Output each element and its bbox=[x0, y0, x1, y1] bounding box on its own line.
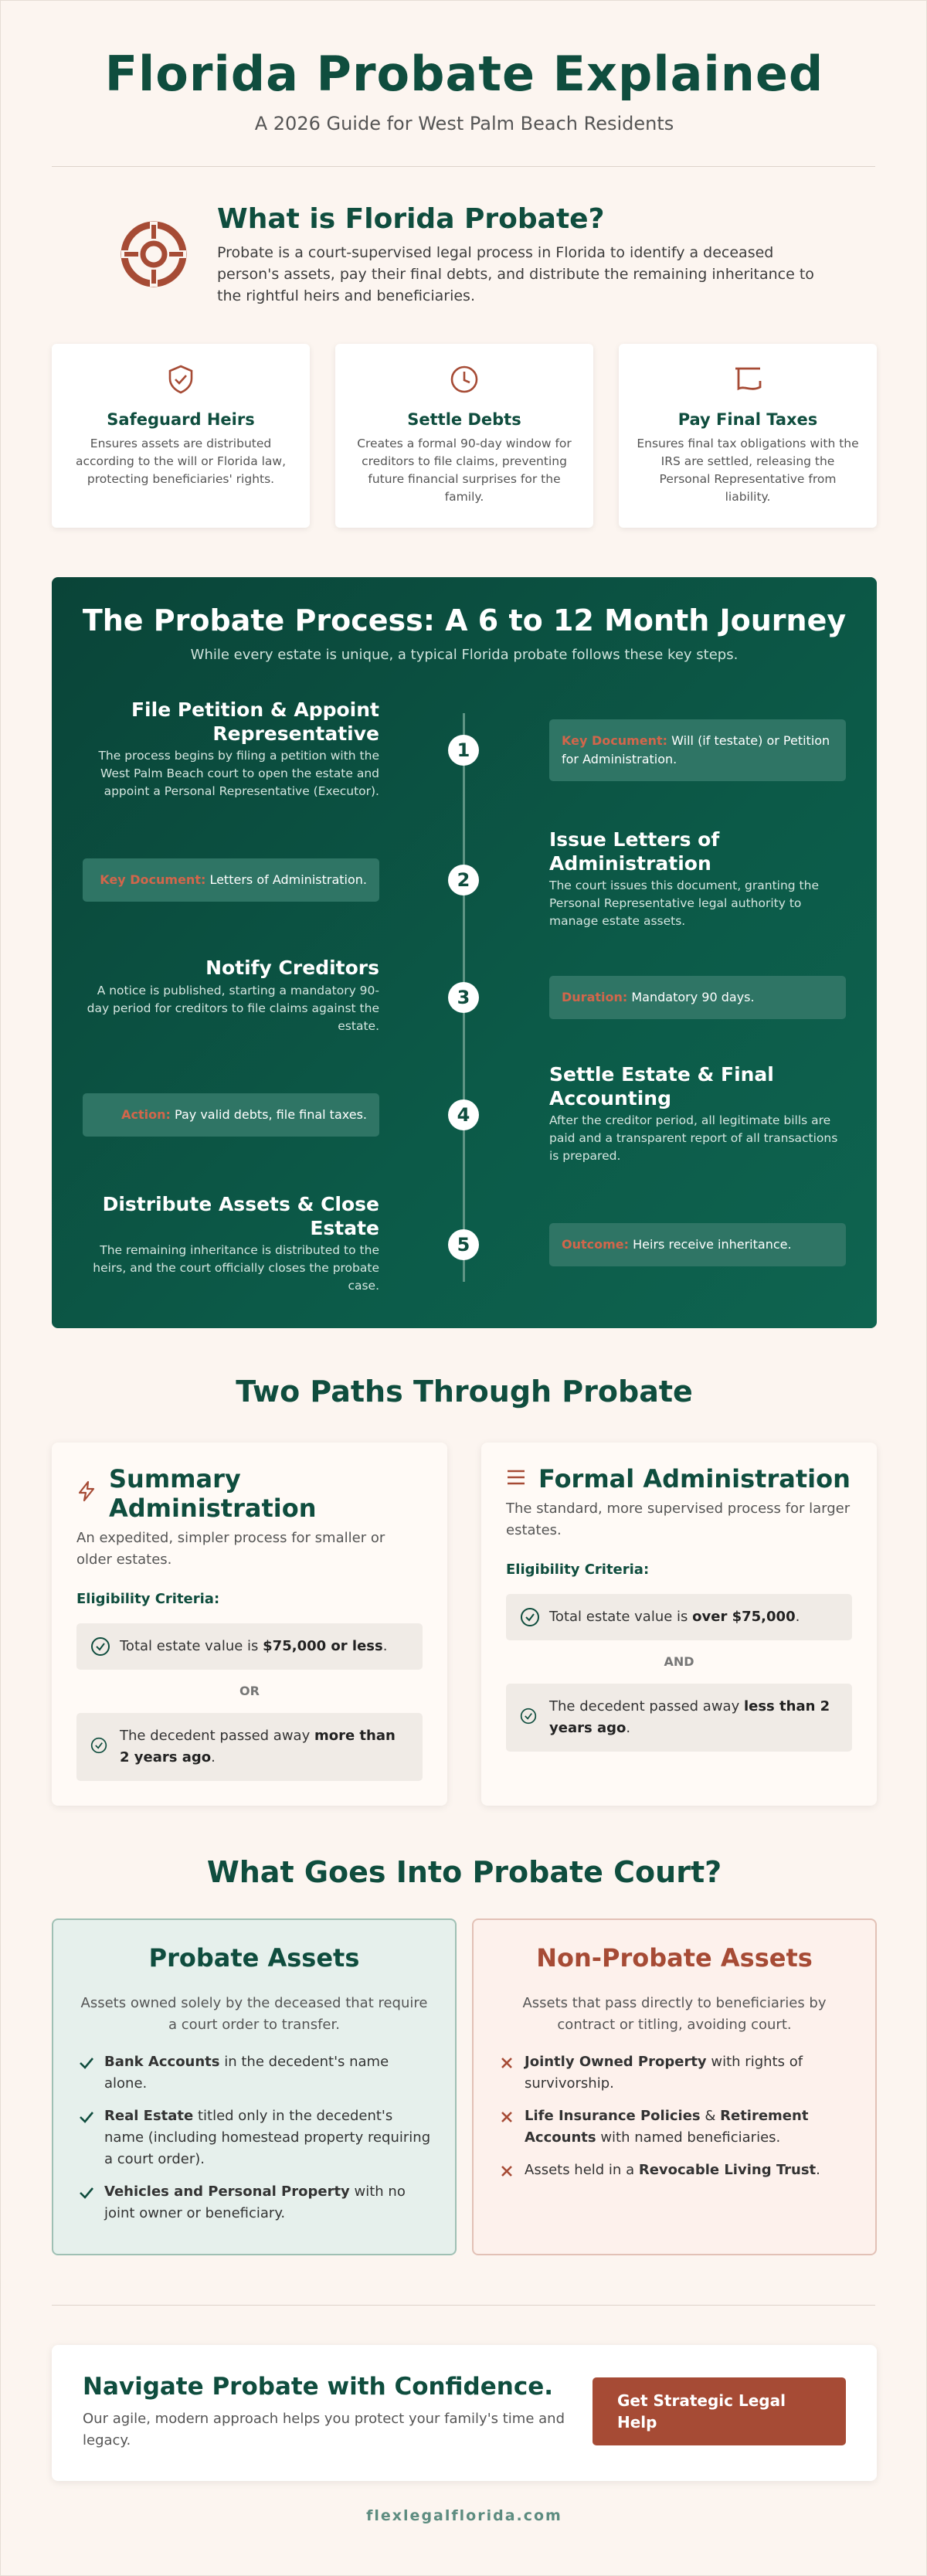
cta-text: Our agile, modern approach helps you protect your family's time and legacy. bbox=[83, 2411, 565, 2449]
header bbox=[1, 46, 927, 134]
divider bbox=[52, 2305, 875, 2306]
info-text: Pay valid debts, file final taxes. bbox=[175, 1107, 367, 1122]
page-subtitle: A 2026 Guide for West Palm Beach Residents bbox=[254, 113, 674, 134]
non-probate-assets-card bbox=[472, 1918, 877, 2255]
list-item: Jointly Owned Property with rights of survivorship. bbox=[498, 2051, 854, 2095]
receipt-icon bbox=[732, 364, 763, 395]
check-circle-icon bbox=[90, 1636, 110, 1657]
feature-title: Pay Final Taxes bbox=[677, 410, 818, 429]
info-text: Mandatory 90 days. bbox=[631, 990, 755, 1004]
feature-card-safeguard bbox=[52, 344, 310, 528]
clock-icon bbox=[449, 364, 480, 395]
step-title: Distribute Assets & Close Estate bbox=[102, 1193, 379, 1239]
step-info-box bbox=[549, 719, 846, 781]
what-title: What is Florida Probate? bbox=[217, 203, 605, 235]
get-legal-help-button[interactable]: Get Strategic Legal Help bbox=[593, 2377, 846, 2445]
target-icon bbox=[118, 219, 189, 290]
feature-text: Creates a formal 90-day window for creditors to file claims, preventing future financial surprises for the family. bbox=[357, 437, 572, 504]
check-circle-icon bbox=[90, 1737, 107, 1754]
criterion-box bbox=[76, 1623, 423, 1670]
lightning-icon bbox=[75, 1480, 98, 1503]
step-number: 2 bbox=[448, 865, 479, 895]
list-icon bbox=[504, 1466, 528, 1489]
probate-assets-desc: Assets owned solely by the deceased that require a court order to transfer. bbox=[80, 1995, 428, 2033]
feature-text: Ensures assets are distributed according to the will or Florida law, protecting beneficiaries' rights. bbox=[75, 437, 287, 486]
criteria-connector: OR bbox=[239, 1684, 260, 1698]
criterion-box bbox=[506, 1594, 852, 1640]
info-label: Action: bbox=[121, 1107, 171, 1122]
list-item: Bank Accounts in the decedent's name alone. bbox=[78, 2051, 433, 2095]
step-title: Settle Estate & Final Accounting bbox=[549, 1063, 774, 1110]
feature-title: Settle Debts bbox=[407, 410, 521, 429]
divider bbox=[52, 166, 875, 167]
criterion-box bbox=[76, 1713, 423, 1781]
step-info-box bbox=[549, 976, 846, 1019]
x-icon bbox=[498, 2163, 515, 2180]
info-text: Letters of Administration. bbox=[209, 872, 367, 887]
info-text: Heirs receive inheritance. bbox=[633, 1237, 792, 1252]
feature-text: Ensures final tax obligations with the IRS are settled, releasing the Personal Representative from liability. bbox=[637, 437, 859, 504]
eligibility-label: Eligibility Criteria: bbox=[76, 1591, 220, 1607]
x-icon bbox=[498, 2054, 515, 2071]
cta-section bbox=[52, 2345, 877, 2481]
list-item: Vehicles and Personal Property with no joint owner or beneficiary. bbox=[78, 2181, 433, 2224]
probate-assets-list bbox=[78, 2051, 433, 2235]
check-circle-icon bbox=[520, 1708, 537, 1725]
criterion-text: Total estate value is over $75,000. bbox=[549, 1609, 800, 1625]
formal-admin-desc: The standard, more supervised process for larger estates. bbox=[506, 1500, 851, 1538]
check-circle-icon bbox=[520, 1607, 540, 1627]
process-subtitle: While every estate is unique, a typical Florida probate follows these key steps. bbox=[190, 647, 739, 663]
criterion-text: Total estate value is $75,000 or less. bbox=[120, 1638, 388, 1654]
feature-card-debts bbox=[335, 344, 593, 528]
step-number: 4 bbox=[448, 1099, 479, 1130]
info-label: Outcome: bbox=[562, 1237, 630, 1252]
shield-check-icon bbox=[165, 364, 196, 395]
step-info-box bbox=[549, 1223, 846, 1266]
non-probate-assets-list bbox=[498, 2051, 854, 2192]
check-icon bbox=[78, 2184, 95, 2201]
x-icon bbox=[498, 2109, 515, 2126]
paths-title: Two Paths Through Probate bbox=[236, 1375, 693, 1409]
page-title: Florida Probate Explained bbox=[104, 46, 824, 102]
cta-title: Navigate Probate with Confidence. bbox=[83, 2373, 553, 2401]
what-text: Probate is a court-supervised legal process in Florida to identify a deceased person's assets, pay their final debts, and distribute the remaining inheritance to the rightful heirs and beneficiaries. bbox=[217, 244, 814, 304]
criterion-text: The decedent passed away less than 2 years ago. bbox=[549, 1698, 830, 1736]
formal-admin-card bbox=[481, 1443, 877, 1806]
summary-admin-desc: An expedited, simpler process for smaller or older estates. bbox=[76, 1530, 385, 1568]
step-title: Notify Creditors bbox=[205, 957, 379, 979]
step-info-box bbox=[83, 858, 379, 902]
criterion-box bbox=[506, 1684, 852, 1752]
step-number: 1 bbox=[448, 735, 479, 766]
formal-admin-title: Formal Administration bbox=[538, 1464, 851, 1494]
step-desc: A notice is published, starting a mandatory 90-day period for creditors to file claims against the estate. bbox=[87, 984, 379, 1033]
check-icon bbox=[78, 2109, 95, 2126]
non-probate-assets-title: Non-Probate Assets bbox=[536, 1943, 813, 1973]
process-title: The Probate Process: A 6 to 12 Month Journey bbox=[82, 603, 847, 637]
list-item: Assets held in a Revocable Living Trust. bbox=[498, 2160, 854, 2181]
info-label: Key Document: bbox=[100, 872, 206, 887]
step-number: 3 bbox=[448, 982, 479, 1013]
process-section bbox=[52, 577, 877, 1328]
step-desc: After the creditor period, all legitimate bills are paid and a transparent report of all transactions is prepared. bbox=[549, 1113, 838, 1163]
footer-link[interactable]: flexlegalflorida.com bbox=[366, 2507, 562, 2524]
probate-assets-title: Probate Assets bbox=[148, 1943, 360, 1973]
step-title: File Petition & Appoint Representative bbox=[131, 698, 379, 745]
info-label: Key Document: bbox=[562, 733, 668, 748]
step-title: Issue Letters of Administration bbox=[549, 828, 720, 875]
summary-admin-card bbox=[52, 1443, 447, 1806]
info-label: Duration: bbox=[562, 990, 628, 1004]
feature-card-taxes bbox=[619, 344, 877, 528]
criterion-text: The decedent passed away more than 2 years ago. bbox=[120, 1728, 396, 1765]
check-icon bbox=[78, 2054, 95, 2071]
eligibility-label: Eligibility Criteria: bbox=[506, 1562, 650, 1578]
info-text: Will (if testate) or Petition for Administration. bbox=[562, 733, 830, 766]
step-number: 5 bbox=[448, 1229, 479, 1260]
non-probate-assets-desc: Assets that pass directly to beneficiaries by contract or titling, avoiding court. bbox=[522, 1995, 827, 2033]
summary-admin-title: Summary Administration bbox=[109, 1464, 317, 1523]
criteria-connector: AND bbox=[664, 1654, 694, 1669]
probate-assets-card bbox=[52, 1918, 457, 2255]
step-desc: The remaining inheritance is distributed to the heirs, and the court officially closes the probate case. bbox=[93, 1243, 379, 1293]
list-item: Life Insurance Policies & Retirement Accounts with named beneficiaries. bbox=[498, 2105, 854, 2149]
list-item: Real Estate titled only in the decedent's name (including homestead property requiring a court order). bbox=[78, 2105, 433, 2170]
assets-title: What Goes Into Probate Court? bbox=[206, 1855, 722, 1889]
step-desc: The process begins by filing a petition with the West Palm Beach court to open the estate and appoint a Personal Representative (Executor). bbox=[98, 749, 379, 798]
step-info-box bbox=[83, 1093, 379, 1137]
feature-title: Safeguard Heirs bbox=[107, 410, 255, 429]
step-desc: The court issues this document, granting the Personal Representative legal authority to manage estate assets. bbox=[549, 878, 819, 928]
